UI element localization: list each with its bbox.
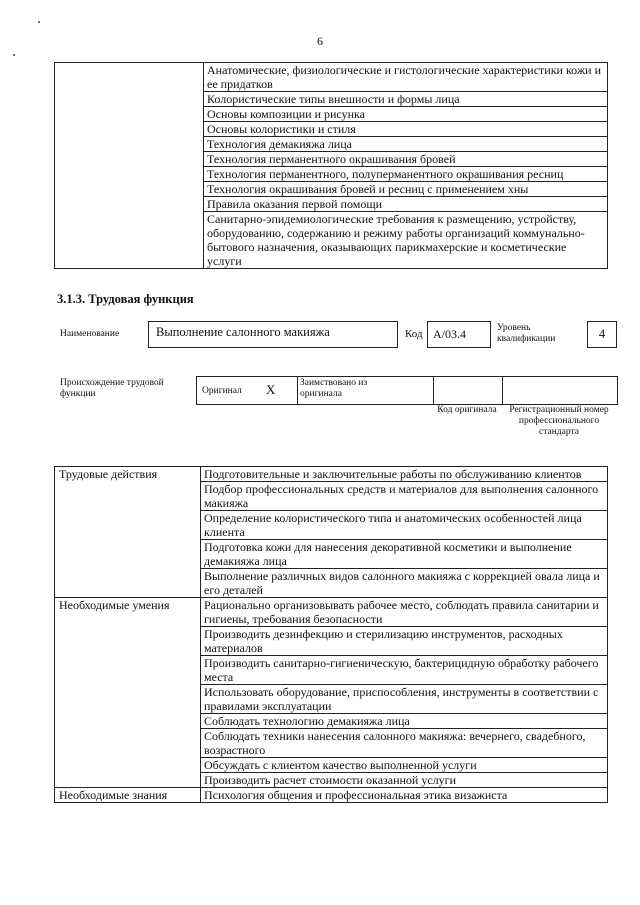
required-skills-label: Необходимые умения — [55, 598, 201, 788]
page-number: 6 — [317, 34, 323, 48]
level-label: Уровень квалификации — [497, 323, 556, 344]
level-value: 4 — [598, 327, 606, 341]
knowledge-item: Санитарно-эпидемиологические требования к размещению, устройству, оборудованию, содержанию и режиму работы организаций коммунально-бытового назначения, оказывающих парикмахерские и косметические услуги — [204, 212, 608, 269]
level-box — [587, 321, 617, 348]
original-mark: X — [266, 382, 276, 397]
origin-row — [196, 376, 618, 405]
original-label: Оригинал — [202, 386, 242, 396]
labor-function-table — [54, 466, 608, 803]
function-name: Выполнение салонного макияжа — [156, 325, 330, 339]
required-skills-item: Соблюдать технологию демакияжа лица — [201, 714, 608, 729]
required-skills-item: Обсуждать с клиентом качество выполненной услуги — [201, 758, 608, 773]
scan-speck — [13, 54, 15, 56]
code-box — [427, 321, 491, 348]
required-skills-item: Производить дезинфекцию и стерилизацию инструментов, расходных материалов — [201, 627, 608, 656]
origin-cell-divider — [502, 377, 503, 404]
labor-actions-item: Выполнение различных видов салонного макияжа с коррекцией овала лица и его деталей — [201, 569, 608, 598]
required-knowledge-label: Необходимые знания — [55, 788, 201, 803]
required-skills-item: Соблюдать техники нанесения салонного макияжа: вечернего, свадебного, возрастного — [201, 729, 608, 758]
origin-cell-divider — [433, 377, 434, 404]
table-row — [55, 598, 608, 627]
naming-label: Наименование — [60, 329, 120, 339]
knowledge-item: Основы композиции и рисунка — [204, 107, 608, 122]
knowledge-item: Технология перманентного, полуперманентного окрашивания ресниц — [204, 167, 608, 182]
knowledge-table-continued — [54, 62, 608, 269]
labor-actions-item: Определение колористического типа и анатомических особенностей лица клиента — [201, 511, 608, 540]
labor-actions-item: Подготовительные и заключительные работы по обслуживанию клиентов — [201, 467, 608, 482]
knowledge-item: Правила оказания первой помощи — [204, 197, 608, 212]
knowledge-item: Технология демакияжа лица — [204, 137, 608, 152]
knowledge-item: Технология перманентного окрашивания бровей — [204, 152, 608, 167]
origin-label: Происхождение трудовой функции — [60, 378, 164, 399]
knowledge-item: Основы колористики и стиля — [204, 122, 608, 137]
required-knowledge-item: Психология общения и профессиональная этика визажиста — [201, 788, 608, 803]
table-row — [55, 467, 608, 482]
required-skills-item: Производить санитарно-гигиеническую, бактерицидную обработку рабочего места — [201, 656, 608, 685]
required-skills-item: Использовать оборудование, приспособления, инструменты в соответствии с правилами эксплуатации — [201, 685, 608, 714]
required-skills-item: Производить расчет стоимости оказанной услуги — [201, 773, 608, 788]
table-row — [55, 63, 608, 92]
knowledge-item: Анатомические, физиологические и гистологические характеристики кожи и ее придатков — [204, 63, 608, 92]
knowledge-item: Колористические типы внешности и формы лица — [204, 92, 608, 107]
borrowed-label: Заимствовано из оригинала — [300, 378, 368, 399]
scan-speck — [38, 21, 40, 23]
table-row — [55, 788, 608, 803]
labor-actions-label: Трудовые действия — [55, 467, 201, 598]
reg-number-caption: Регистрационный номер профессионального стандарта — [509, 405, 609, 437]
knowledge-item: Технология окрашивания бровей и ресниц с применением хны — [204, 182, 608, 197]
origin-cell-divider — [297, 377, 298, 404]
required-skills-item: Рационально организовывать рабочее место, соблюдать правила санитарии и гигиены, требования безопасности — [201, 598, 608, 627]
code-value: А/03.4 — [433, 327, 466, 341]
labor-actions-item: Подготовка кожи для нанесения декоративной косметики и выполнение демакияжа лица — [201, 540, 608, 569]
labor-actions-item: Подбор профессиональных средств и материалов для выполнения салонного макияжа — [201, 482, 608, 511]
code-label: Код — [405, 328, 423, 340]
row-header-empty — [55, 63, 204, 269]
section-heading: 3.1.3. Трудовая функция — [57, 292, 194, 306]
code-original-caption: Код оригинала — [437, 405, 497, 415]
function-name-box — [148, 321, 398, 348]
